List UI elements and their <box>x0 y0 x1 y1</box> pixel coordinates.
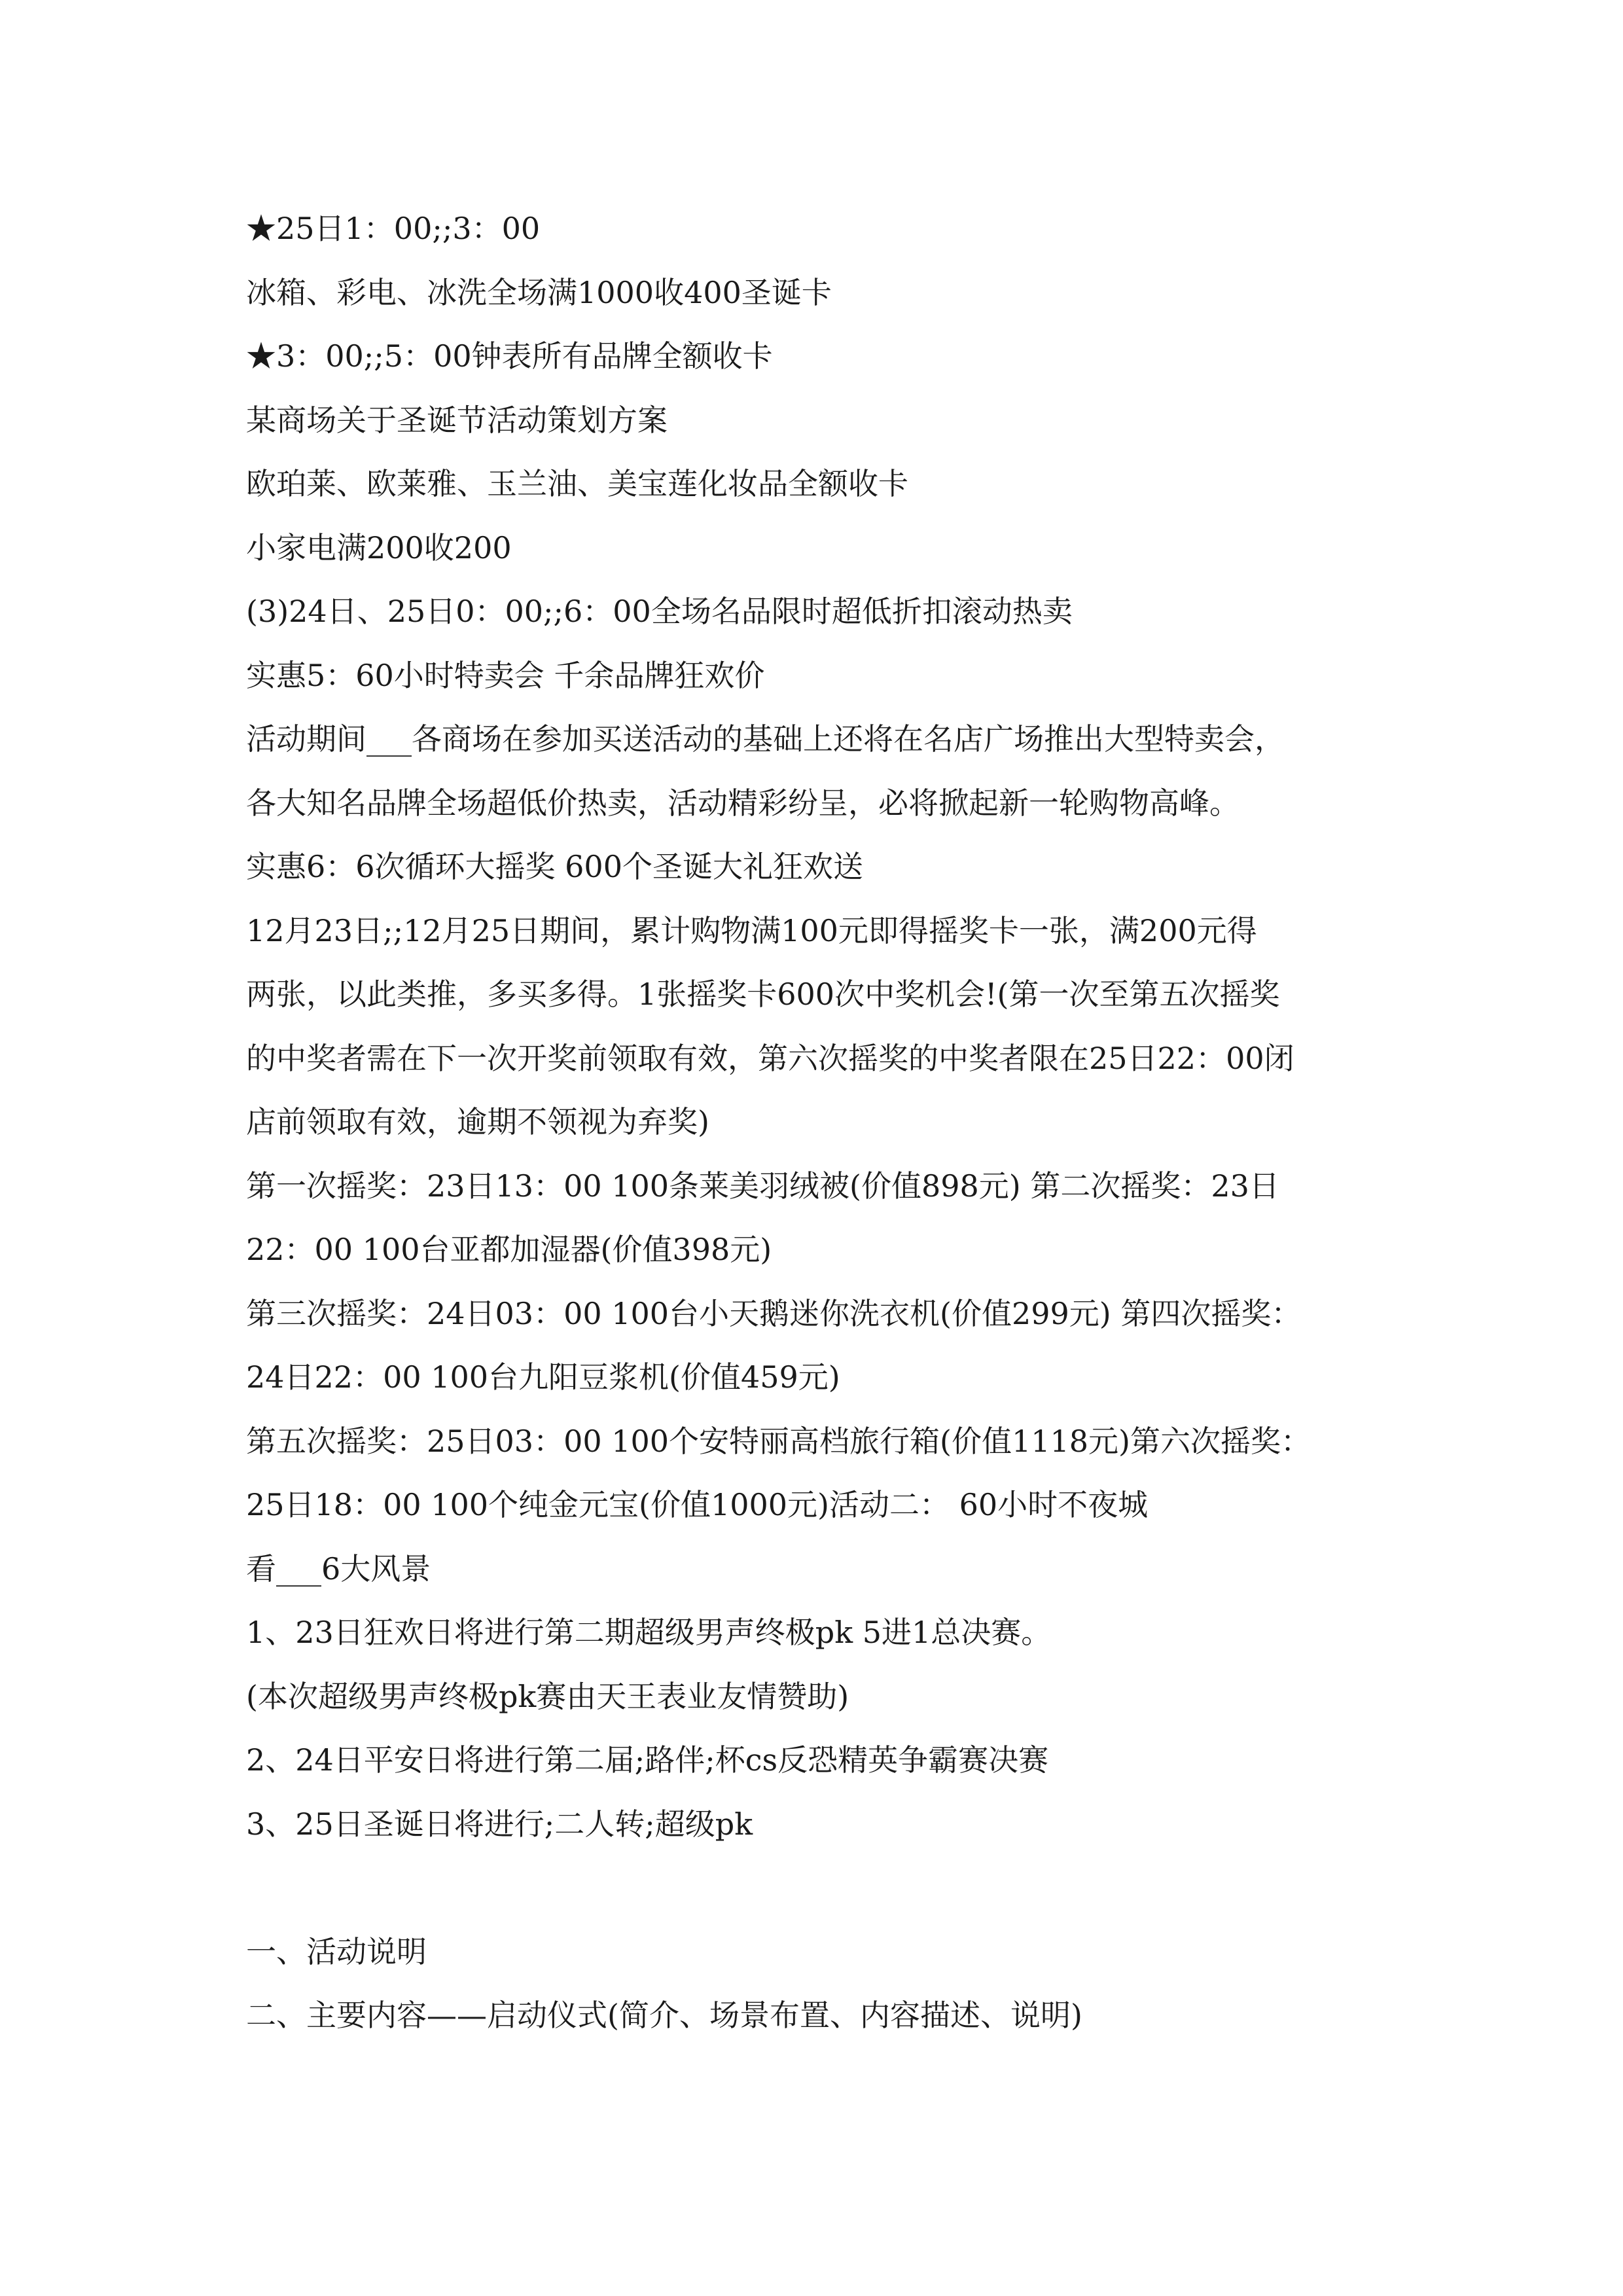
text-line-8: 实惠5：60小时特卖会 千余品牌狂欢价 <box>246 658 765 693</box>
text-line-12: 12月23日;;12月25日期间，累计购物满100元即得摇奖卡一张，满200元得 <box>246 913 1257 948</box>
text-line-4: 某商场关于圣诞节活动策划方案 <box>246 403 668 438</box>
text-line-17: 22：00 100台亚都加湿器(价值398元) <box>246 1232 772 1267</box>
text-line-13: 两张，以此类推，多买多得。1张摇奖卡600次中奖机会!(第一次至第五次摇奖 <box>246 977 1280 1012</box>
text-line-2: 冰箱、彩电、冰洗全场满1000收400圣诞卡 <box>246 275 832 310</box>
text-line-6: 小家电满200收200 <box>246 530 512 565</box>
section-heading-1: 一、活动说明 <box>246 1934 427 1969</box>
text-line-18: 第三次摇奖：24日03：00 100台小天鹅迷你洗衣机(价值299元) 第四次摇奖： <box>246 1296 1302 1331</box>
text-line-22: 看___6大风景 <box>246 1551 431 1587</box>
text-line-24: (本次超级男声终极pk赛由天王表业友情赞助) <box>246 1679 849 1714</box>
text-line-10: 各大知名品牌全场超低价热卖，活动精彩纷呈，必将掀起新一轮购物高峰。 <box>246 785 1240 821</box>
text-line-15: 店前领取有效，逾期不领视为弃奖) <box>246 1104 709 1139</box>
text-line-1: ★25日1：00;;3：00 <box>246 211 541 246</box>
text-line-3: ★3：00;;5：00钟表所有品牌全额收卡 <box>246 338 773 374</box>
text-line-14: 的中奖者需在下一次开奖前领取有效，第六次摇奖的中奖者限在25日22：00闭 <box>246 1041 1294 1076</box>
section-heading-2: 二、主要内容——启动仪式(简介、场景布置、内容描述、说明) <box>246 1998 1082 2033</box>
text-line-5: 欧珀莱、欧莱雅、玉兰油、美宝莲化妆品全额收卡 <box>246 466 908 501</box>
text-line-25: 2、24日平安日将进行第二届;路伴;杯cs反恐精英争霸赛决赛 <box>246 1742 1049 1778</box>
text-line-20: 第五次摇奖：25日03：00 100个安特丽高档旅行箱(价值1118元)第六次摇奖： <box>246 1424 1311 1459</box>
text-line-7: (3)24日、25日0：00;;6：00全场名品限时超低折扣滚动热卖 <box>246 594 1073 629</box>
text-line-26: 3、25日圣诞日将进行;二人转;超级pk <box>246 1806 753 1842</box>
text-line-23: 1、23日狂欢日将进行第二期超级男声终极pk 5进1总决赛。 <box>246 1615 1052 1650</box>
text-line-9: 活动期间___各商场在参加买送活动的基础上还将在名店广场推出大型特卖会， <box>246 721 1285 757</box>
text-line-21: 25日18：00 100个纯金元宝(价值1000元)活动二： 60小时不夜城 <box>246 1487 1149 1522</box>
text-line-16: 第一次摇奖：23日13：00 100条莱美羽绒被(价值898元) 第二次摇奖：23日 <box>246 1168 1279 1204</box>
text-line-11: 实惠6：6次循环大摇奖 600个圣诞大礼狂欢送 <box>246 849 863 884</box>
text-line-19: 24日22：00 100台九阳豆浆机(价值459元) <box>246 1359 840 1395</box>
